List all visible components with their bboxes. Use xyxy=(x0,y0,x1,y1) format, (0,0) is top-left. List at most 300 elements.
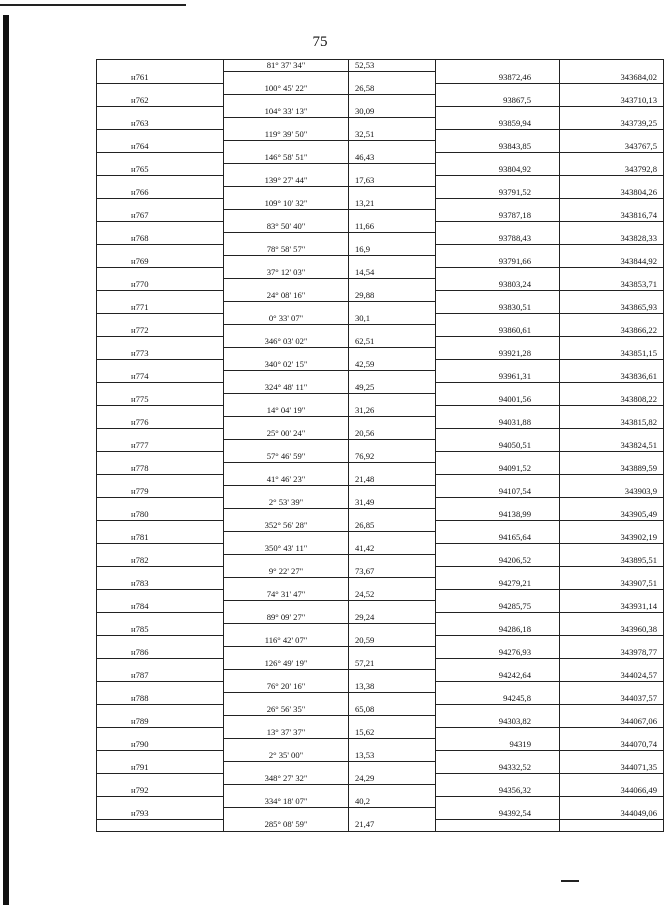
segment-length: 46,43 xyxy=(349,152,436,164)
empty-cell xyxy=(224,762,349,774)
empty-cell xyxy=(97,819,224,831)
point-name: н784 xyxy=(97,601,224,613)
empty-cell xyxy=(349,762,436,774)
empty-cell xyxy=(224,348,349,360)
empty-cell xyxy=(224,578,349,590)
empty-cell xyxy=(97,244,224,256)
empty-cell xyxy=(224,463,349,475)
point-name: н791 xyxy=(97,762,224,774)
empty-cell xyxy=(560,405,664,417)
segment-length: 40,2 xyxy=(349,796,436,808)
direction-angle: 146° 58' 51" xyxy=(224,152,349,164)
table-row xyxy=(97,647,664,659)
empty-cell xyxy=(349,739,436,751)
empty-cell xyxy=(560,635,664,647)
table-row xyxy=(97,60,664,72)
empty-cell xyxy=(97,290,224,302)
point-name: н783 xyxy=(97,578,224,590)
y-coordinate: 343931,14 xyxy=(560,601,664,613)
table-row xyxy=(97,762,664,774)
empty-cell xyxy=(436,612,560,624)
y-coordinate: 344067,06 xyxy=(560,716,664,728)
table-row xyxy=(97,624,664,636)
direction-angle: 37° 12' 03" xyxy=(224,267,349,279)
table-row xyxy=(97,233,664,245)
table-row xyxy=(97,808,664,820)
empty-cell xyxy=(436,405,560,417)
empty-cell xyxy=(349,601,436,613)
empty-cell xyxy=(560,106,664,118)
empty-cell xyxy=(436,221,560,233)
x-coordinate: 94107,54 xyxy=(436,486,560,498)
direction-angle: 2° 53' 39" xyxy=(224,497,349,509)
empty-cell xyxy=(97,658,224,670)
point-name: н781 xyxy=(97,532,224,544)
table-row xyxy=(97,187,664,199)
empty-cell xyxy=(224,555,349,567)
direction-angle: 350° 43' 11" xyxy=(224,543,349,555)
point-name: н780 xyxy=(97,509,224,521)
empty-cell xyxy=(97,635,224,647)
segment-length: 29,88 xyxy=(349,290,436,302)
table-row xyxy=(97,106,664,118)
empty-cell xyxy=(97,497,224,509)
table-row xyxy=(97,589,664,601)
table-row xyxy=(97,750,664,762)
x-coordinate: 94279,21 xyxy=(436,578,560,590)
point-name: н769 xyxy=(97,256,224,268)
empty-cell xyxy=(560,129,664,141)
segment-length: 26,58 xyxy=(349,83,436,95)
direction-angle: 26° 56' 35" xyxy=(224,704,349,716)
table-row xyxy=(97,670,664,682)
empty-cell xyxy=(560,152,664,164)
empty-cell xyxy=(560,244,664,256)
table-row xyxy=(97,129,664,141)
empty-cell xyxy=(349,486,436,498)
segment-length: 14,54 xyxy=(349,267,436,279)
table-row xyxy=(97,152,664,164)
empty-cell xyxy=(560,336,664,348)
table-row xyxy=(97,371,664,383)
y-coordinate: 343903,9 xyxy=(560,486,664,498)
empty-cell xyxy=(560,566,664,578)
table-row xyxy=(97,635,664,647)
table-row xyxy=(97,555,664,567)
empty-cell xyxy=(560,819,664,831)
y-coordinate: 344066,49 xyxy=(560,785,664,797)
empty-cell xyxy=(349,279,436,291)
x-coordinate: 94091,52 xyxy=(436,463,560,475)
point-name: н789 xyxy=(97,716,224,728)
direction-angle: 24° 08' 16" xyxy=(224,290,349,302)
empty-cell xyxy=(349,325,436,337)
point-name: н768 xyxy=(97,233,224,245)
table-row xyxy=(97,244,664,256)
segment-length: 62,51 xyxy=(349,336,436,348)
empty-cell xyxy=(349,371,436,383)
empty-cell xyxy=(349,509,436,521)
segment-length: 13,21 xyxy=(349,198,436,210)
empty-cell xyxy=(436,129,560,141)
empty-cell xyxy=(224,670,349,682)
segment-length: 11,66 xyxy=(349,221,436,233)
empty-cell xyxy=(224,256,349,268)
empty-cell xyxy=(436,451,560,463)
direction-angle: 100° 45' 22" xyxy=(224,83,349,95)
empty-cell xyxy=(560,681,664,693)
y-coordinate: 343739,25 xyxy=(560,118,664,130)
table-row xyxy=(97,313,664,325)
table-row xyxy=(97,382,664,394)
table-row xyxy=(97,394,664,406)
empty-cell xyxy=(97,152,224,164)
empty-cell xyxy=(224,279,349,291)
direction-angle: 348° 27' 32" xyxy=(224,773,349,785)
point-name: н762 xyxy=(97,95,224,107)
direction-angle: 25° 00' 24" xyxy=(224,428,349,440)
table-row xyxy=(97,256,664,268)
segment-length: 20,56 xyxy=(349,428,436,440)
y-coordinate: 343853,71 xyxy=(560,279,664,291)
x-coordinate: 93788,43 xyxy=(436,233,560,245)
table-row xyxy=(97,543,664,555)
empty-cell xyxy=(436,796,560,808)
x-coordinate: 93803,24 xyxy=(436,279,560,291)
empty-cell xyxy=(560,520,664,532)
table-row xyxy=(97,704,664,716)
table-row xyxy=(97,440,664,452)
coordinates-table xyxy=(96,59,664,832)
table-row xyxy=(97,348,664,360)
point-name: н771 xyxy=(97,302,224,314)
y-coordinate: 343815,82 xyxy=(560,417,664,429)
point-name: н766 xyxy=(97,187,224,199)
segment-length: 24,52 xyxy=(349,589,436,601)
table-row xyxy=(97,175,664,187)
segment-length: 13,53 xyxy=(349,750,436,762)
point-name: н774 xyxy=(97,371,224,383)
empty-cell xyxy=(224,302,349,314)
empty-cell xyxy=(224,486,349,498)
table-row xyxy=(97,727,664,739)
segment-length: 13,38 xyxy=(349,681,436,693)
table-row xyxy=(97,658,664,670)
empty-cell xyxy=(436,497,560,509)
empty-cell xyxy=(224,509,349,521)
empty-cell xyxy=(224,808,349,820)
empty-cell xyxy=(560,612,664,624)
empty-cell xyxy=(224,417,349,429)
empty-cell xyxy=(349,555,436,567)
empty-cell xyxy=(97,520,224,532)
empty-cell xyxy=(349,256,436,268)
point-name: н776 xyxy=(97,417,224,429)
empty-cell xyxy=(436,60,560,72)
table-row xyxy=(97,302,664,314)
direction-angle: 76° 20' 16" xyxy=(224,681,349,693)
segment-length: 30,09 xyxy=(349,106,436,118)
table-row xyxy=(97,267,664,279)
empty-cell xyxy=(436,382,560,394)
y-coordinate: 343960,38 xyxy=(560,624,664,636)
segment-length: 21,48 xyxy=(349,474,436,486)
empty-cell xyxy=(97,704,224,716)
empty-cell xyxy=(560,474,664,486)
x-coordinate: 94031,88 xyxy=(436,417,560,429)
table-row xyxy=(97,566,664,578)
x-coordinate: 93860,61 xyxy=(436,325,560,337)
segment-length: 29,24 xyxy=(349,612,436,624)
empty-cell xyxy=(224,601,349,613)
empty-cell xyxy=(224,693,349,705)
table-row xyxy=(97,221,664,233)
y-coordinate: 343907,51 xyxy=(560,578,664,590)
empty-cell xyxy=(97,359,224,371)
empty-cell xyxy=(436,658,560,670)
empty-cell xyxy=(349,302,436,314)
x-coordinate: 94332,52 xyxy=(436,762,560,774)
table-row xyxy=(97,325,664,337)
empty-cell xyxy=(97,589,224,601)
empty-cell xyxy=(560,290,664,302)
table-row xyxy=(97,463,664,475)
direction-angle: 324° 48' 11" xyxy=(224,382,349,394)
y-coordinate: 344037,57 xyxy=(560,693,664,705)
empty-cell xyxy=(224,72,349,84)
direction-angle: 340° 02' 15" xyxy=(224,359,349,371)
x-coordinate: 94276,93 xyxy=(436,647,560,659)
segment-length: 16,9 xyxy=(349,244,436,256)
empty-cell xyxy=(436,589,560,601)
table-row xyxy=(97,497,664,509)
empty-cell xyxy=(349,647,436,659)
empty-cell xyxy=(436,336,560,348)
empty-cell xyxy=(97,198,224,210)
table-row xyxy=(97,428,664,440)
y-coordinate: 343767,5 xyxy=(560,141,664,153)
x-coordinate: 93791,52 xyxy=(436,187,560,199)
y-coordinate: 343836,61 xyxy=(560,371,664,383)
empty-cell xyxy=(224,716,349,728)
empty-cell xyxy=(560,750,664,762)
empty-cell xyxy=(560,60,664,72)
segment-length: 26,85 xyxy=(349,520,436,532)
footer-mark xyxy=(561,880,579,882)
empty-cell xyxy=(224,785,349,797)
page-number: 75 xyxy=(312,34,328,50)
table-row xyxy=(97,532,664,544)
x-coordinate: 93787,18 xyxy=(436,210,560,222)
x-coordinate: 94165,64 xyxy=(436,532,560,544)
empty-cell xyxy=(97,221,224,233)
empty-cell xyxy=(224,532,349,544)
empty-cell xyxy=(224,624,349,636)
y-coordinate: 343905,49 xyxy=(560,509,664,521)
empty-cell xyxy=(97,106,224,118)
direction-angle: 41° 46' 23" xyxy=(224,474,349,486)
empty-cell xyxy=(436,543,560,555)
empty-cell xyxy=(349,348,436,360)
empty-cell xyxy=(436,750,560,762)
empty-cell xyxy=(560,267,664,279)
table-row xyxy=(97,716,664,728)
x-coordinate: 94392,54 xyxy=(436,808,560,820)
point-name: н765 xyxy=(97,164,224,176)
point-name: н763 xyxy=(97,118,224,130)
empty-cell xyxy=(349,210,436,222)
empty-cell xyxy=(560,451,664,463)
table-row xyxy=(97,681,664,693)
y-coordinate: 343804,26 xyxy=(560,187,664,199)
table-row xyxy=(97,578,664,590)
x-coordinate: 93961,31 xyxy=(436,371,560,383)
empty-cell xyxy=(349,463,436,475)
empty-cell xyxy=(224,394,349,406)
x-coordinate: 93804,92 xyxy=(436,164,560,176)
segment-length: 73,67 xyxy=(349,566,436,578)
empty-cell xyxy=(97,796,224,808)
x-coordinate: 94050,51 xyxy=(436,440,560,452)
empty-cell xyxy=(349,72,436,84)
empty-cell xyxy=(349,532,436,544)
empty-cell xyxy=(97,428,224,440)
direction-angle: 126° 49' 19" xyxy=(224,658,349,670)
direction-angle: 2° 35' 00" xyxy=(224,750,349,762)
segment-length: 32,51 xyxy=(349,129,436,141)
y-coordinate: 343895,51 xyxy=(560,555,664,567)
direction-angle: 116° 42' 07" xyxy=(224,635,349,647)
direction-angle: 14° 04' 19" xyxy=(224,405,349,417)
empty-cell xyxy=(224,440,349,452)
empty-cell xyxy=(224,233,349,245)
empty-cell xyxy=(436,313,560,325)
table-row xyxy=(97,474,664,486)
empty-cell xyxy=(436,704,560,716)
direction-angle: 78° 58' 57" xyxy=(224,244,349,256)
empty-cell xyxy=(97,451,224,463)
table-row xyxy=(97,520,664,532)
empty-cell xyxy=(560,313,664,325)
x-coordinate: 94319 xyxy=(436,739,560,751)
point-name: н778 xyxy=(97,463,224,475)
empty-cell xyxy=(224,118,349,130)
empty-cell xyxy=(349,187,436,199)
empty-cell xyxy=(349,785,436,797)
empty-cell xyxy=(560,727,664,739)
empty-cell xyxy=(560,704,664,716)
point-name: н782 xyxy=(97,555,224,567)
segment-length: 31,49 xyxy=(349,497,436,509)
x-coordinate: 94285,75 xyxy=(436,601,560,613)
empty-cell xyxy=(436,267,560,279)
empty-cell xyxy=(97,681,224,693)
y-coordinate: 343844,92 xyxy=(560,256,664,268)
direction-angle: 0° 33' 07" xyxy=(224,313,349,325)
table-row xyxy=(97,72,664,84)
table-row xyxy=(97,796,664,808)
empty-cell xyxy=(349,118,436,130)
segment-length: 57,21 xyxy=(349,658,436,670)
x-coordinate: 93830,51 xyxy=(436,302,560,314)
direction-angle: 352° 56' 28" xyxy=(224,520,349,532)
y-coordinate: 343710,13 xyxy=(560,95,664,107)
table-row xyxy=(97,336,664,348)
empty-cell xyxy=(349,95,436,107)
empty-cell xyxy=(436,290,560,302)
table-row xyxy=(97,164,664,176)
point-name: н770 xyxy=(97,279,224,291)
y-coordinate: 344070,74 xyxy=(560,739,664,751)
table-row xyxy=(97,359,664,371)
segment-length: 30,1 xyxy=(349,313,436,325)
y-coordinate: 344024,57 xyxy=(560,670,664,682)
empty-cell xyxy=(436,198,560,210)
table-row xyxy=(97,210,664,222)
empty-cell xyxy=(436,175,560,187)
segment-length: 24,29 xyxy=(349,773,436,785)
empty-cell xyxy=(436,635,560,647)
empty-cell xyxy=(560,773,664,785)
direction-angle: 57° 46' 59" xyxy=(224,451,349,463)
empty-cell xyxy=(224,210,349,222)
x-coordinate: 93843,85 xyxy=(436,141,560,153)
empty-cell xyxy=(97,773,224,785)
y-coordinate: 343978,77 xyxy=(560,647,664,659)
y-coordinate: 343828,33 xyxy=(560,233,664,245)
x-coordinate: 94245,8 xyxy=(436,693,560,705)
empty-cell xyxy=(224,141,349,153)
segment-length: 21,47 xyxy=(349,819,436,831)
y-coordinate: 343865,93 xyxy=(560,302,664,314)
direction-angle: 13° 37' 37" xyxy=(224,727,349,739)
direction-angle: 285° 08' 59" xyxy=(224,819,349,831)
x-coordinate: 94356,32 xyxy=(436,785,560,797)
scan-edge-bar xyxy=(3,15,9,905)
x-coordinate: 93872,46 xyxy=(436,72,560,84)
point-name: н788 xyxy=(97,693,224,705)
y-coordinate: 343902,19 xyxy=(560,532,664,544)
table-row xyxy=(97,601,664,613)
empty-cell xyxy=(97,267,224,279)
empty-cell xyxy=(560,796,664,808)
x-coordinate: 93791,66 xyxy=(436,256,560,268)
y-coordinate: 343851,15 xyxy=(560,348,664,360)
segment-length: 49,25 xyxy=(349,382,436,394)
table-row xyxy=(97,486,664,498)
point-name: н775 xyxy=(97,394,224,406)
empty-cell xyxy=(97,474,224,486)
y-coordinate: 344049,06 xyxy=(560,808,664,820)
empty-cell xyxy=(224,95,349,107)
point-name: н764 xyxy=(97,141,224,153)
point-name: н787 xyxy=(97,670,224,682)
table-row xyxy=(97,785,664,797)
table-row xyxy=(97,612,664,624)
empty-cell xyxy=(349,693,436,705)
empty-cell xyxy=(97,60,224,72)
empty-cell xyxy=(560,658,664,670)
table-row xyxy=(97,83,664,95)
segment-length: 65,08 xyxy=(349,704,436,716)
empty-cell xyxy=(97,83,224,95)
point-name: н793 xyxy=(97,808,224,820)
x-coordinate: 93859,94 xyxy=(436,118,560,130)
table-row xyxy=(97,773,664,785)
empty-cell xyxy=(97,175,224,187)
direction-angle: 83° 50' 40" xyxy=(224,221,349,233)
direction-angle: 334° 18' 07" xyxy=(224,796,349,808)
